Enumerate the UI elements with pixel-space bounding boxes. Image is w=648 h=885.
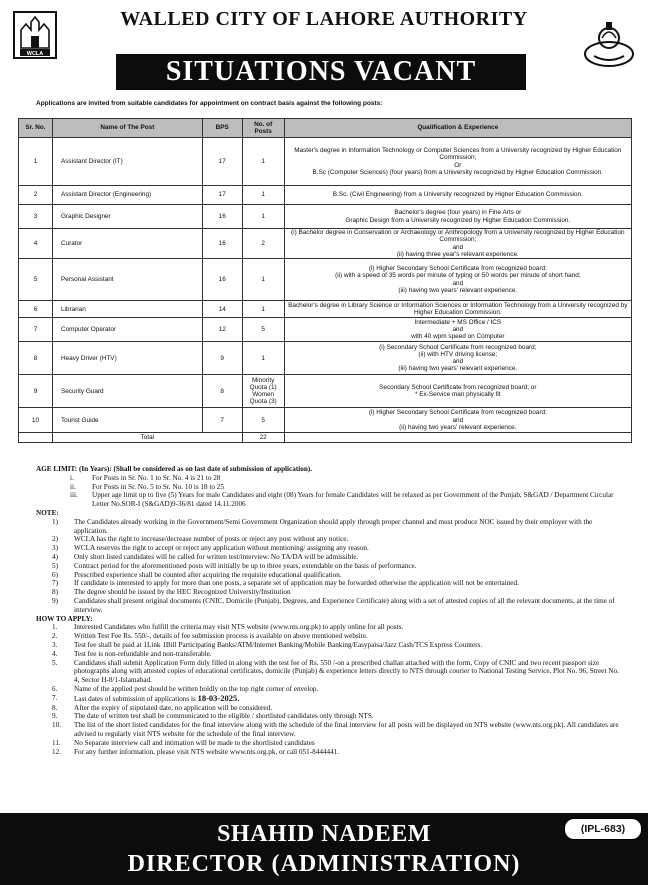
cell-no-of-posts: 1 <box>242 259 284 301</box>
cell-qualification: B.Sc. (Civil Engineering) from a University recognized by Higher Education Commission. <box>284 186 631 205</box>
item-number: 11. <box>52 738 61 747</box>
cell-qualification: Secondary School Certificate from recognized board; or * Ex-Service man physically fit <box>284 375 631 408</box>
cell-no-of-posts: 5 <box>242 318 284 342</box>
list-item <box>52 483 622 492</box>
table-row <box>19 342 632 375</box>
item-text: Test fee is non-refundable and non-transferable. <box>74 649 212 658</box>
cell-bps: 7 <box>202 408 242 433</box>
item-text: For Posts in Sr. No. 5 to Sr. No. 10 is 18 to 25 <box>92 482 224 491</box>
item-text: The Candidates already working in the Government/Semi Government Organization should apply through proper channel and must produce NOC issued by their employer with the application. <box>74 517 593 535</box>
cell-sr-no: 9 <box>19 375 53 408</box>
wcla-logo-text: WCLA <box>26 51 44 57</box>
list-item <box>52 712 622 721</box>
header-sr-no: Sr. No. <box>19 119 53 138</box>
cell-post-name: Heavy Driver (HTV) <box>52 342 202 375</box>
table-total-row <box>19 433 632 443</box>
list-item <box>52 623 622 632</box>
list-item <box>52 544 622 553</box>
table-row <box>19 375 632 408</box>
list-item <box>52 553 622 562</box>
list-item <box>52 579 622 588</box>
cell-post-name: Curator <box>52 229 202 259</box>
item-text: For any further information, please visit NTS website www.nts.org.pk, or call 051-8444441. <box>74 747 340 756</box>
cell-sr-no: 3 <box>19 205 53 229</box>
item-number: ii. <box>70 482 76 491</box>
item-text: After the expiry of stipulated date, no application will be considered. <box>74 703 272 712</box>
item-number: 3. <box>52 640 58 649</box>
item-text: WCLA has the right to increase/decrease number of posts or reject any post without any notice. <box>74 535 349 544</box>
cell-qualification: Intermediate + MS Office / ICS and with 40 wpm speed on Computer <box>284 318 631 342</box>
item-number: 4) <box>52 552 58 561</box>
cell-no-of-posts: 1 <box>242 205 284 229</box>
cell-sr-no: 8 <box>19 342 53 375</box>
item-number: 1. <box>52 623 58 632</box>
item-text: Interested Candidates who fulfill the criteria may visit NTS website (www.nts.org.pk) to apply online for all posts. <box>74 623 404 632</box>
cell-post-name: Assistant Director (Engineering) <box>52 186 202 205</box>
item-number: 8) <box>52 588 58 597</box>
item-text: WCLA reserves the right to accept or reject any application without mentioning/ assigning any reason. <box>74 544 369 553</box>
list-item <box>52 650 622 659</box>
item-text: Candidates shall present original documents (CNIC, Domicile (Punjab), Degrees, and Experience Certificate) along with a set of attested copies of all the relevant documents, at the time of interview. <box>74 596 615 614</box>
intro-text: Applications are invited from suitable candidates for appointment on contract basis against the following posts: <box>36 100 383 107</box>
cell-qualification: Master's degree in Information Technology or Computer Sciences from a University recognized by Higher Education Commission; Or B.Sc (Computer Sciences) (four years) from a University recognized by Higher Education Commission. <box>284 138 631 186</box>
header-post-name: Name of The Post <box>52 119 202 138</box>
table-header-row <box>19 119 632 138</box>
cell-bps: 16 <box>202 205 242 229</box>
item-text: The date of written test shall be communicated to the eligible / shortlisted candidates only through NTS. <box>74 712 374 721</box>
list-item <box>52 491 622 509</box>
age-limit-list <box>52 474 622 509</box>
signatory-designation: DIRECTOR (ADMINISTRATION) <box>127 851 521 877</box>
cell-no-of-posts: 1 <box>242 186 284 205</box>
item-number: 3) <box>52 544 58 553</box>
list-item <box>52 704 622 713</box>
list-item <box>52 535 622 544</box>
item-number: 5. <box>52 658 58 667</box>
item-text: Written Test Fee Rs. 550/-, details of fee submission process is available on above mentioned website. <box>74 632 368 641</box>
table-row <box>19 138 632 186</box>
ipl-badge: (IPL-683) <box>564 818 642 840</box>
item-number: 7) <box>52 579 58 588</box>
cell-sr-no: 4 <box>19 229 53 259</box>
note-heading: NOTE: <box>36 508 59 517</box>
item-number: 6. <box>52 684 58 693</box>
table-row <box>19 259 632 301</box>
item-text: Prescribed experience shall be counted after acquiring the requisite educational qualification. <box>74 570 342 579</box>
cell-qualification: (i) Higher Secondary School Certificate from recognized board; and (ii) having two years' relevant experience. <box>284 408 631 433</box>
item-number: 1) <box>52 517 58 526</box>
item-number: 2. <box>52 632 58 641</box>
cell-no-of-posts: 2 <box>242 229 284 259</box>
how-to-apply-heading: HOW TO APPLY: <box>36 614 93 623</box>
list-item <box>52 597 622 615</box>
list-item <box>52 588 622 597</box>
item-number: 9. <box>52 712 58 721</box>
list-item <box>52 571 622 580</box>
total-label: Total <box>52 433 242 443</box>
list-item <box>52 748 622 757</box>
list-item <box>52 721 622 739</box>
cell-bps: 17 <box>202 186 242 205</box>
situations-vacant-banner: SITUATIONS VACANT <box>116 54 526 90</box>
item-number: 10. <box>52 721 61 730</box>
punjab-govt-emblem <box>582 18 636 68</box>
list-item <box>52 632 622 641</box>
cell-post-name: Librarian <box>52 301 202 318</box>
item-text: Name of the applied post should be written boldly on the top right corner of envelop. <box>74 684 319 693</box>
cell-qualification: Bachelor's degree in Library Science or Information Sciences or Information Technology from a University recognized by Higher Education Commission. <box>284 301 631 318</box>
cell-bps: 16 <box>202 259 242 301</box>
item-text: The degree should be issued by the HEC Recognized University/Institution <box>74 588 291 597</box>
cell-no-of-posts: 5 <box>242 408 284 433</box>
total-value: 22 <box>242 433 284 443</box>
table-row <box>19 318 632 342</box>
cell-sr-no: 6 <box>19 301 53 318</box>
cell-no-of-posts: 1 <box>242 301 284 318</box>
item-text: Candidates shall submit Application Form duly filled in along with the test fee of Rs. 550 /-on a prescribed challan attached with the form, Copy of CNIC and two recent passport size photographs along with attested copies of educational certificates, domicile (Punjab) & experience letters directly to NTS through courier to National Testing Service, Plot No. 96, Street No. 4, Sector H-8/1-Islamabad. <box>74 658 619 685</box>
posts-table <box>18 118 632 443</box>
list-item <box>52 641 622 650</box>
cell-post-name: Assistant Director (IT) <box>52 138 202 186</box>
cell-sr-no: 7 <box>19 318 53 342</box>
table-row <box>19 229 632 259</box>
cell-post-name: Personal Assistant <box>52 259 202 301</box>
age-limit-heading: AGE LIMIT: (In Years): (Shall be considered as on last date of submission of application). <box>36 465 313 473</box>
item-number: 9) <box>52 596 58 605</box>
item-number: 2) <box>52 535 58 544</box>
cell-bps: 16 <box>202 229 242 259</box>
cell-post-name: Computer Operator <box>52 318 202 342</box>
last-date-highlight: 18-03-2025. <box>197 692 240 703</box>
item-number: 6) <box>52 570 58 579</box>
list-item <box>52 518 622 536</box>
item-number: iii. <box>70 491 78 500</box>
item-number: 4. <box>52 649 58 658</box>
cell-sr-no: 5 <box>19 259 53 301</box>
cell-qualification: Bachelor's degree (four years) in Fine Arts or Graphic Design from a University recognized by Higher Education Commission. <box>284 205 631 229</box>
cell-bps: 17 <box>202 138 242 186</box>
how-to-apply-list <box>52 623 622 756</box>
list-item <box>52 659 622 685</box>
cell-no-of-posts: 1 <box>242 138 284 186</box>
note-list <box>52 518 622 615</box>
header-bps: BPS <box>202 119 242 138</box>
cell-no-of-posts: Minority Quota (1) Women Quota (3) <box>242 375 284 408</box>
cell-sr-no: 2 <box>19 186 53 205</box>
cell-bps: 8 <box>202 375 242 408</box>
cell-sr-no: 1 <box>19 138 53 186</box>
list-item <box>52 685 622 694</box>
cell-bps: 12 <box>202 318 242 342</box>
cell-post-name: Security Guard <box>52 375 202 408</box>
item-text: For Posts in Sr. No. 1 to Sr. No. 4 is 21 to 28 <box>92 473 221 482</box>
table-row <box>19 408 632 433</box>
cell-qualification: (i) Bachelor degree in Conservation or Archaeology or Anthropology from a University recognized by Higher Education Commission; and (ii) having three year's relevant experience. <box>284 229 631 259</box>
item-number: 5) <box>52 561 58 570</box>
list-item <box>52 562 622 571</box>
header-no-of-posts: No. of Posts <box>242 119 284 138</box>
item-text: Only short listed candidates will be called for written test/interview. No TA/DA will be admissible. <box>74 552 359 561</box>
item-number: 8. <box>52 703 58 712</box>
cell-post-name: Graphic Designer <box>52 205 202 229</box>
item-text: Contract period for the aforementioned posts will initially be up to three years, extendable on the basis of performance. <box>74 561 417 570</box>
item-text: Upper age limit up to five (5) Years for male Candidates and eight (08) Years for female Candidates will be relaxed as per Government of the Punjab, S&GAD / Department Circular Letter No.SOR-I (S&GAD)9-36/81 dated 14.11.2006 <box>92 491 614 509</box>
table-row <box>19 301 632 318</box>
list-item <box>52 739 622 748</box>
item-text: The list of the short listed candidates for the final interview along with the schedule of the final interview for all posts will be displayed on NTS website (www.nts.org.pk). All candidates are advised to regularly visit NTS website for the schedule of the final interview. <box>74 721 619 738</box>
cell-sr-no: 10 <box>19 408 53 433</box>
signature-footer <box>0 813 648 885</box>
cell-no-of-posts: 1 <box>242 342 284 375</box>
item-number: i. <box>70 473 74 482</box>
item-number: 12. <box>52 747 61 756</box>
header-qualification: Qualification & Experience <box>284 119 631 138</box>
signatory-name: SHAHID NADEEM <box>217 821 431 847</box>
item-text: If candidate is interested to apply for more than one posts, a separate set of application may be forwarded otherwise the application will not be entertained. <box>74 579 519 588</box>
cell-bps: 9 <box>202 342 242 375</box>
item-text: No Separate interview call and intimation will be made to the shortlisted candidates <box>74 738 315 747</box>
table-row <box>19 205 632 229</box>
item-number: 7. <box>52 693 58 702</box>
cell-qualification: (i) Secondary School Certificate from recognized board; (ii) with HTV driving license; and (iii) having two years' relevant experience. <box>284 342 631 375</box>
cell-qualification: (i) Higher Secondary School Certificate from recognized board; (ii) with a speed of 35 words per minute of typing or 50 words per minute of short hand; and (iii) having two years' relevant experience. <box>284 259 631 301</box>
list-item <box>52 474 622 483</box>
item-text: Last dates of submission of applications is <box>74 694 198 703</box>
notes-section <box>36 465 622 756</box>
table-row <box>19 186 632 205</box>
cell-bps: 14 <box>202 301 242 318</box>
list-item <box>52 694 622 704</box>
cell-post-name: Tourist Guide <box>52 408 202 433</box>
organization-title: WALLED CITY OF LAHORE AUTHORITY <box>120 8 528 30</box>
item-text: Test fee shall be paid at 1Link 1Bill Participating Banks/ATM/Internet Banking/Mobile Banking/Easypaisa/Jazz Cash/TCS Express Counters. <box>74 640 483 649</box>
